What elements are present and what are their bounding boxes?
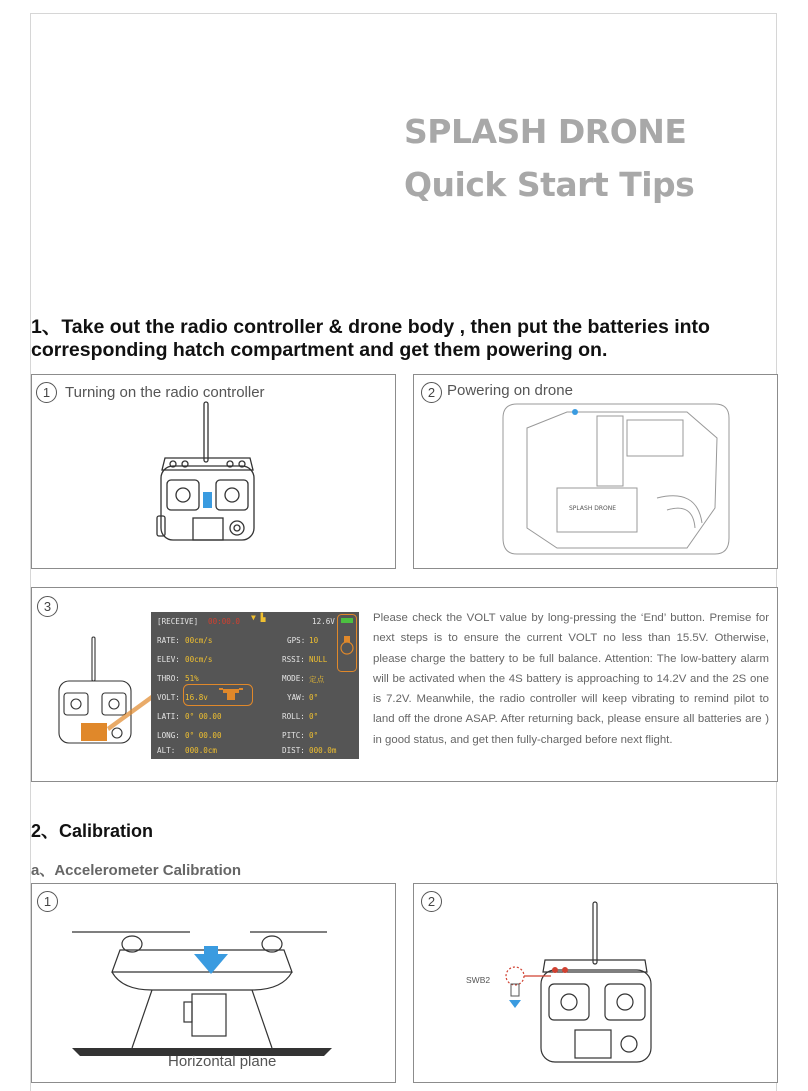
volt-check-paragraph: Please check the VOLT value by long-pressing the ‘End’ button. Premise for next steps is to ensure the current VOLT no less than 15.5V. Otherwise, please charge the battery to be full balance. Attention: The low-battery alarm will be activated when the 4S battery is approaching to 14.2V and the 2S one is 7.2V. Meanwhile, the radio controller will keep vibrating to remind pilot to land off the drone ASAP. After returning back, please ensure all batteries are ) in good status, and get then fully-charged before next flight. [373, 612, 769, 746]
lcd-value: 000.0m [309, 746, 337, 755]
lcd-value: 00cm/s [185, 636, 213, 645]
lcd-value: NULL [309, 655, 328, 664]
lcd-label: ELEV: [157, 655, 180, 664]
lcd-label: LATI: [157, 712, 180, 721]
lcd-label: ALT: [157, 746, 176, 755]
drone-on-plane-illustration [72, 924, 332, 1054]
section1-heading-line-2: corresponding hatch compartment and get them powering on. [31, 339, 608, 361]
title-line-2: Quick Start Tips [404, 165, 695, 204]
horizontal-plane-caption: Horizontal plane [168, 1053, 277, 1070]
lcd-value: 00cm/s [185, 655, 213, 664]
lcd-value: 0° [309, 693, 319, 702]
step-number: 1 [36, 382, 57, 403]
section2-heading: 2、Calibration [31, 821, 154, 841]
lcd-label: LONG: [157, 731, 180, 740]
lcd-label: RATE: [157, 636, 180, 645]
lcd-value: 0° 00.00 [185, 731, 222, 740]
lcd-voltage: 12.6V [312, 617, 335, 626]
lcd-value: 定点 [309, 675, 325, 684]
lcd-label: GPS: [287, 636, 306, 645]
lcd-label: PITC: [282, 731, 305, 740]
lcd-receive-value: 00:00.0 [208, 617, 241, 626]
step-number: 3 [37, 596, 58, 617]
lcd-value: 10 [309, 636, 319, 645]
step-number: 2 [421, 891, 442, 912]
battery-panel-icon [337, 614, 357, 672]
signal-icon: ▼ ▙ [251, 613, 266, 622]
radio-controller-small-illustration [55, 635, 135, 750]
lcd-value-volt: 16.8v [185, 693, 208, 702]
lcd-value: 0° [309, 731, 319, 740]
lcd-value: 0° 00.00 [185, 712, 222, 721]
step-label: Powering on drone [447, 382, 573, 399]
step-number: 1 [37, 891, 58, 912]
board-label: SPLASH DRONE [569, 505, 617, 512]
step-number: 2 [421, 382, 442, 403]
lcd-value: 000.0cm [185, 746, 218, 755]
lcd-value: 51% [185, 674, 199, 683]
section2-sub-heading: a、Accelerometer Calibration [31, 862, 242, 879]
lcd-screen [151, 612, 359, 759]
radio-controller-switch-illustration [495, 900, 655, 1078]
radio-controller-illustration [155, 398, 260, 553]
lcd-label: ROLL: [282, 712, 305, 721]
volt-highlight-box [183, 684, 253, 706]
lcd-label: VOLT: [157, 693, 180, 702]
lcd-label: YAW: [287, 693, 306, 702]
drone-hatch-illustration [497, 398, 737, 558]
title-line-1: SPLASH DRONE [404, 112, 687, 151]
step-label: Turning on the radio controller [65, 384, 265, 401]
switch-label-swb2: SWB2 [466, 975, 491, 985]
lcd-label: MODE: [282, 674, 305, 683]
lcd-label: RSSI: [282, 655, 305, 664]
lcd-label: DIST: [282, 746, 305, 755]
lcd-label: THRO: [157, 674, 180, 683]
lcd-receive: [RECEIVE] [157, 617, 199, 626]
section1-heading-line-1: 1、Take out the radio controller & drone body , then put the batteries into [31, 316, 710, 338]
lcd-value: 0° [309, 712, 319, 721]
